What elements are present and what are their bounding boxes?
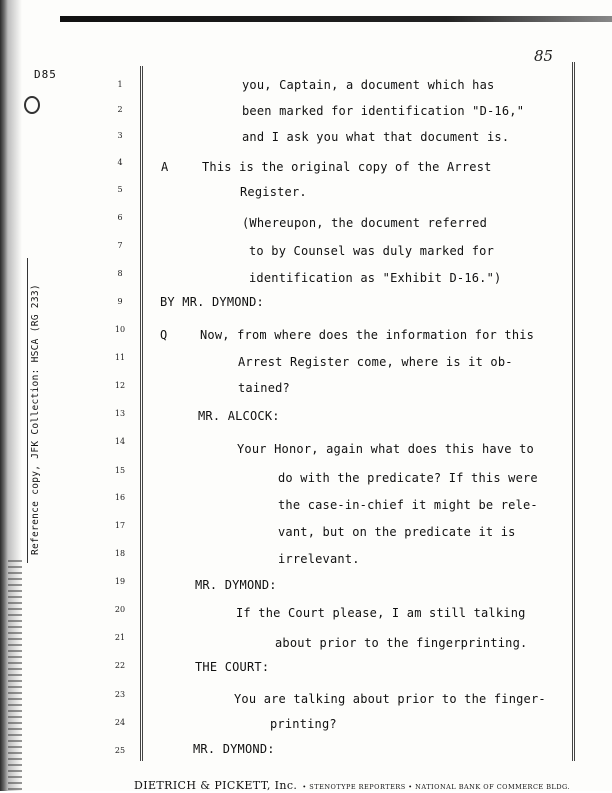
line-number: 9 bbox=[117, 297, 123, 306]
reporter-footer bbox=[134, 774, 570, 793]
line-number: 13 bbox=[114, 409, 126, 418]
line-number: 15 bbox=[114, 466, 126, 475]
transcript-line: You are talking about prior to the finger- bbox=[234, 692, 546, 706]
reporter-firm-services: • STENOTYPE REPORTERS • NATIONAL BANK OF COMMERCE BLDG. bbox=[302, 783, 571, 791]
speaker-label: MR. DYMOND: bbox=[193, 742, 275, 756]
transcript-line: (Whereupon, the document referred bbox=[242, 216, 488, 230]
transcript-line: to by Counsel was duly marked for bbox=[249, 244, 495, 258]
answer-marker: A bbox=[161, 160, 169, 174]
line-number: 25 bbox=[114, 746, 126, 755]
line-number: 20 bbox=[114, 605, 126, 614]
speaker-label: MR. ALCOCK: bbox=[198, 409, 280, 423]
left-margin-rule-inner bbox=[142, 66, 143, 761]
binder-hole-icon bbox=[24, 96, 40, 114]
line-number: 3 bbox=[117, 131, 123, 140]
question-marker: Q bbox=[160, 328, 168, 342]
line-number: 4 bbox=[117, 158, 123, 167]
examiner-heading: BY MR. DYMOND: bbox=[160, 295, 264, 309]
transcript-line: printing? bbox=[270, 717, 337, 731]
transcript-line: Register. bbox=[240, 185, 307, 199]
scan-edge-noise bbox=[8, 560, 22, 790]
transcript-line: Your Honor, again what does this have to bbox=[237, 442, 534, 456]
line-number: 24 bbox=[114, 718, 126, 727]
line-number: 6 bbox=[117, 213, 123, 222]
handwritten-page-number: 85 bbox=[534, 47, 554, 65]
line-number: 8 bbox=[117, 269, 123, 278]
line-number: 22 bbox=[114, 661, 126, 670]
right-margin-rule-outer bbox=[574, 62, 575, 761]
transcript-line: irrelevant. bbox=[278, 552, 360, 566]
transcript-line: about prior to the fingerprinting. bbox=[275, 636, 528, 650]
line-number: 7 bbox=[117, 241, 123, 250]
transcript-line: you, Captain, a document which has bbox=[242, 78, 495, 92]
line-number: 11 bbox=[114, 353, 126, 362]
transcript-line: do with the predicate? If this were bbox=[278, 471, 538, 485]
page-code: D85 bbox=[34, 68, 57, 81]
reporter-firm-name: DIETRICH & PICKETT, Inc. bbox=[134, 779, 298, 792]
scan-top-bar bbox=[60, 16, 612, 22]
right-margin-rule bbox=[572, 62, 573, 761]
line-number: 21 bbox=[114, 633, 126, 642]
transcript-line: Arrest Register come, where is it ob- bbox=[238, 355, 513, 369]
transcript-line: vant, but on the predicate it is bbox=[278, 525, 516, 539]
transcript-line: identification as "Exhibit D-16.") bbox=[249, 271, 502, 285]
speaker-label: MR. DYMOND: bbox=[195, 578, 277, 592]
transcript-line: tained? bbox=[238, 381, 290, 395]
stamp-border-line bbox=[27, 258, 28, 563]
line-number: 18 bbox=[114, 549, 126, 558]
left-margin-rule bbox=[140, 66, 141, 761]
line-number: 10 bbox=[114, 325, 126, 334]
transcript-line: This is the original copy of the Arrest bbox=[202, 160, 492, 174]
line-number: 14 bbox=[114, 437, 126, 446]
line-number: 12 bbox=[114, 381, 126, 390]
transcript-line: If the Court please, I am still talking bbox=[236, 606, 526, 620]
transcript-line: the case-in-chief it might be rele- bbox=[278, 498, 538, 512]
speaker-label: THE COURT: bbox=[195, 660, 270, 674]
line-number: 5 bbox=[117, 185, 123, 194]
transcript-line: Now, from where does the information for this bbox=[200, 328, 535, 342]
transcript-line: and I ask you what that document is. bbox=[242, 130, 510, 144]
line-number: 2 bbox=[117, 105, 123, 114]
line-number: 23 bbox=[114, 690, 126, 699]
line-number: 1 bbox=[117, 80, 123, 89]
line-number: 17 bbox=[114, 521, 126, 530]
transcript-line: been marked for identification "D-16," bbox=[242, 104, 525, 118]
line-number: 19 bbox=[114, 577, 126, 586]
line-number: 16 bbox=[114, 493, 126, 502]
reference-copy-stamp: Reference copy, JFK Collection: HSCA (RG 233) bbox=[30, 284, 41, 555]
